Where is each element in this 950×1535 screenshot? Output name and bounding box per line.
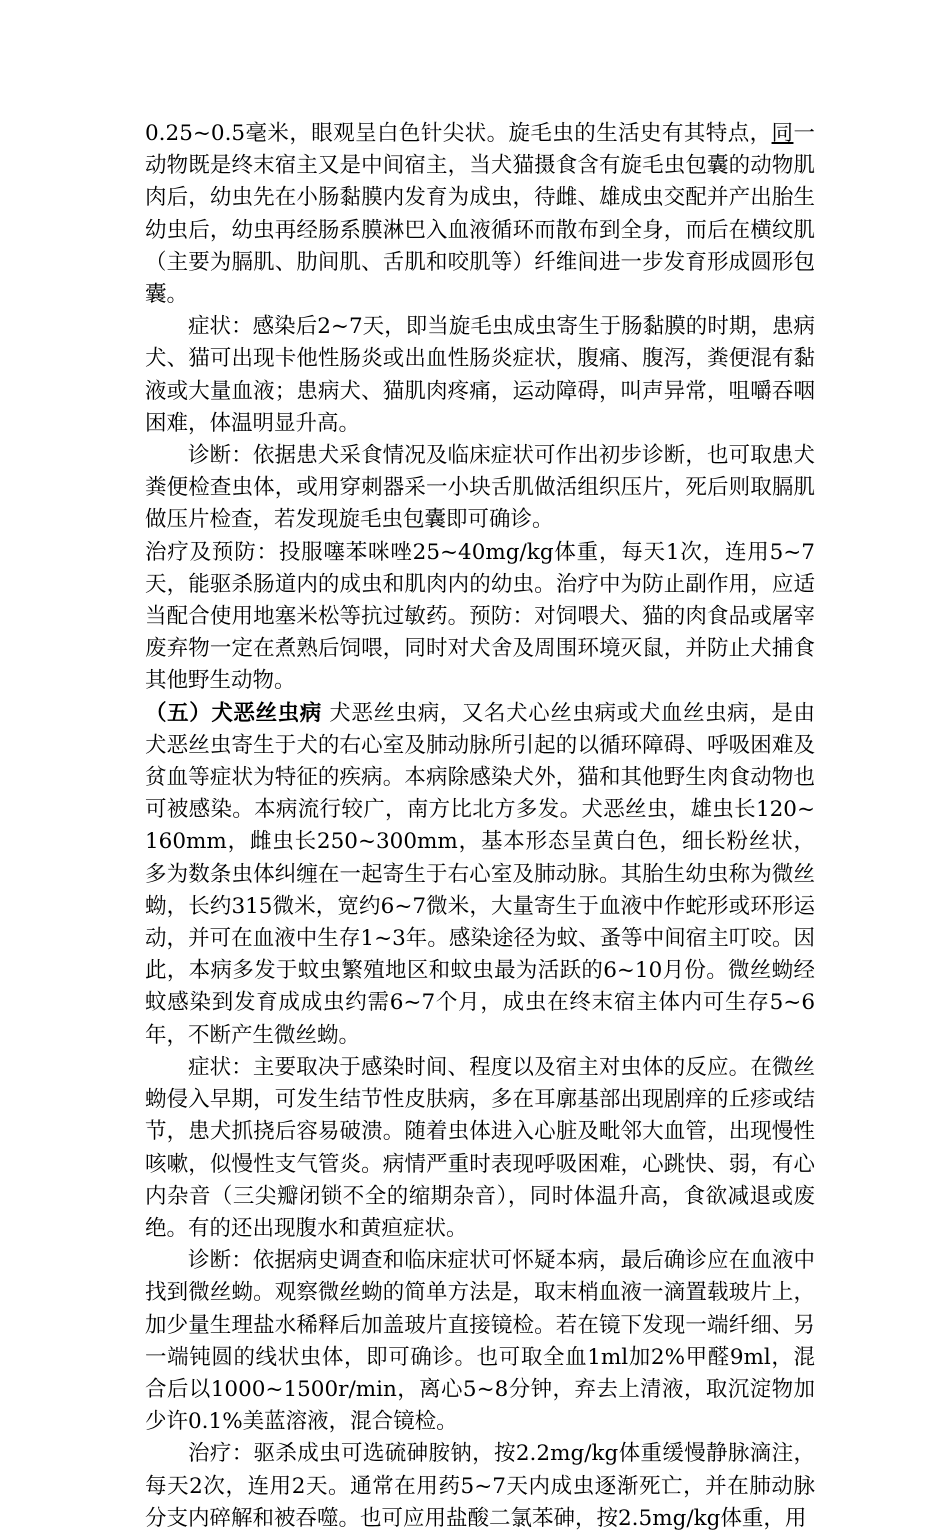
section-heading: （五）犬恶丝虫病 [145, 700, 322, 726]
paragraph-trichinella-lifecycle [145, 118, 815, 311]
text-segment: 一动物既是终末宿主又是中间宿主，当犬猫摄食含有旋毛虫包囊的动物肌肉后，幼虫先在小肠黏膜内发育为成虫，待雌、雄成虫交配并产出胎生幼虫后，幼虫再经肠系膜淋巴入血液循环而散布到全身，而后在横纹肌（主要为膈肌、肋间肌、舌肌和咬肌等）纤维间进一步发育形成圆形包囊。 [145, 121, 815, 308]
underlined-text: 同 [771, 121, 794, 146]
paragraph-trichinella-diagnosis: 诊断：依据患犬采食情况及临床症状可作出初步诊断，也可取患犬粪便检查虫体，或用穿刺器采一小块舌肌做活组织压片，死后则取膈肌做压片检查，若发现旋毛虫包囊即可确诊。 [145, 443, 815, 533]
paragraph-dirofilaria-intro [145, 698, 815, 1052]
paragraph-dirofilaria-symptoms: 症状：主要取决于感染时间、程度以及宿主对虫体的反应。在微丝蚴侵入早期，可发生结节性皮肤病，多在耳廓基部出现剧痒的丘疹或结节，患犬抓挠后容易破溃。随着虫体进入心脏及毗邻大血管，出现慢性咳嗽，似慢性支气管炎。病情严重时表现呼吸困难，心跳快、弱，有心内杂音（三尖瓣闭锁不全的缩期杂音），同时体温升高，食欲减退或废绝。有的还出现腹水和黄疸症状。 [145, 1054, 815, 1241]
document-page [145, 118, 815, 1535]
paragraph-dirofilaria-treatment: 治疗：驱杀成虫可选硫砷胺钠，按2.2mg/kg体重缓慢静脉滴注，每天2次，连用2天。通常在用药5~7天内成虫逐渐死亡，并在肺动脉分支内碎解和被吞噬。也可应用盐酸二氯苯砷，按2.5mg/kg体重，用 [145, 1441, 815, 1531]
text-segment: 0.25~0.5毫米，眼观呈白色针尖状。旋毛虫的生活史有其特点， [145, 121, 772, 146]
paragraph-dirofilaria-diagnosis: 诊断：依据病史调查和临床症状可怀疑本病，最后确诊应在血液中找到微丝蚴。观察微丝蚴的简单方法是，取末梢血液一滴置载玻片上，加少量生理盐水稀释后加盖玻片直接镜检。若在镜下发现一端纤细、另一端钝圆的线状虫体，即可确诊。也可取全血1ml加2%甲醛9ml，混合后以1000~1500r/min，离心5~8分钟，弃去上清液，取沉淀物加少许0.1%美蓝溶液，混合镜检。 [145, 1248, 815, 1435]
paragraph-trichinella-treatment: 治疗及预防：投服噻苯咪唑25~40mg/kg体重，每天1次，连用5~7天，能驱杀肠道内的成虫和肌肉内的幼虫。治疗中为防止副作用，应适当配合使用地塞米松等抗过敏药。预防：对饲喂犬、猫的肉食品或屠宰废弃物一定在煮熟后饲喂，同时对犬舍及周围环境灭鼠，并防止犬捕食其他野生动物。 [145, 539, 815, 694]
paragraph-trichinella-symptoms: 症状：感染后2~7天，即当旋毛虫成虫寄生于肠黏膜的时期，患病犬、猫可出现卡他性肠炎或出血性肠炎症状，腹痛、腹泻，粪便混有黏液或大量血液；患病犬、猫肌肉疼痛，运动障碍，叫声异常，咀嚼吞咽困难，体温明显升高。 [145, 314, 815, 436]
text-segment: 犬恶丝虫病，又名犬心丝虫病或犬血丝虫病，是由犬恶丝虫寄生于犬的右心室及肺动脉所引起的以循环障碍、呼吸困难及贫血等症状为特征的疾病。本病除感染犬外，猫和其他野生肉食动物也可被感染。本病流行较广，南方比北方多发。犬恶丝虫，雄虫长120~160mm，雌虫长250~300mm，基本形态呈黄白色，细长粉丝状，多为数条虫体纠缠在一起寄生于右心室及肺动脉。其胎生幼虫称为微丝蚴，长约315微米，宽约6~7微米，大量寄生于血液中作蛇形或环形运动，并可在血液中生存1~3年。感染途径为蚊、蚤等中间宿主叮咬。因此，本病多发于蚊虫繁殖地区和蚊虫最为活跃的6~10月份。微丝蚴经蚊感染到发育成成虫约需6~7个月，成虫在终末宿主体内可生存5~6年，不断产生微丝蚴。 [145, 700, 815, 1048]
